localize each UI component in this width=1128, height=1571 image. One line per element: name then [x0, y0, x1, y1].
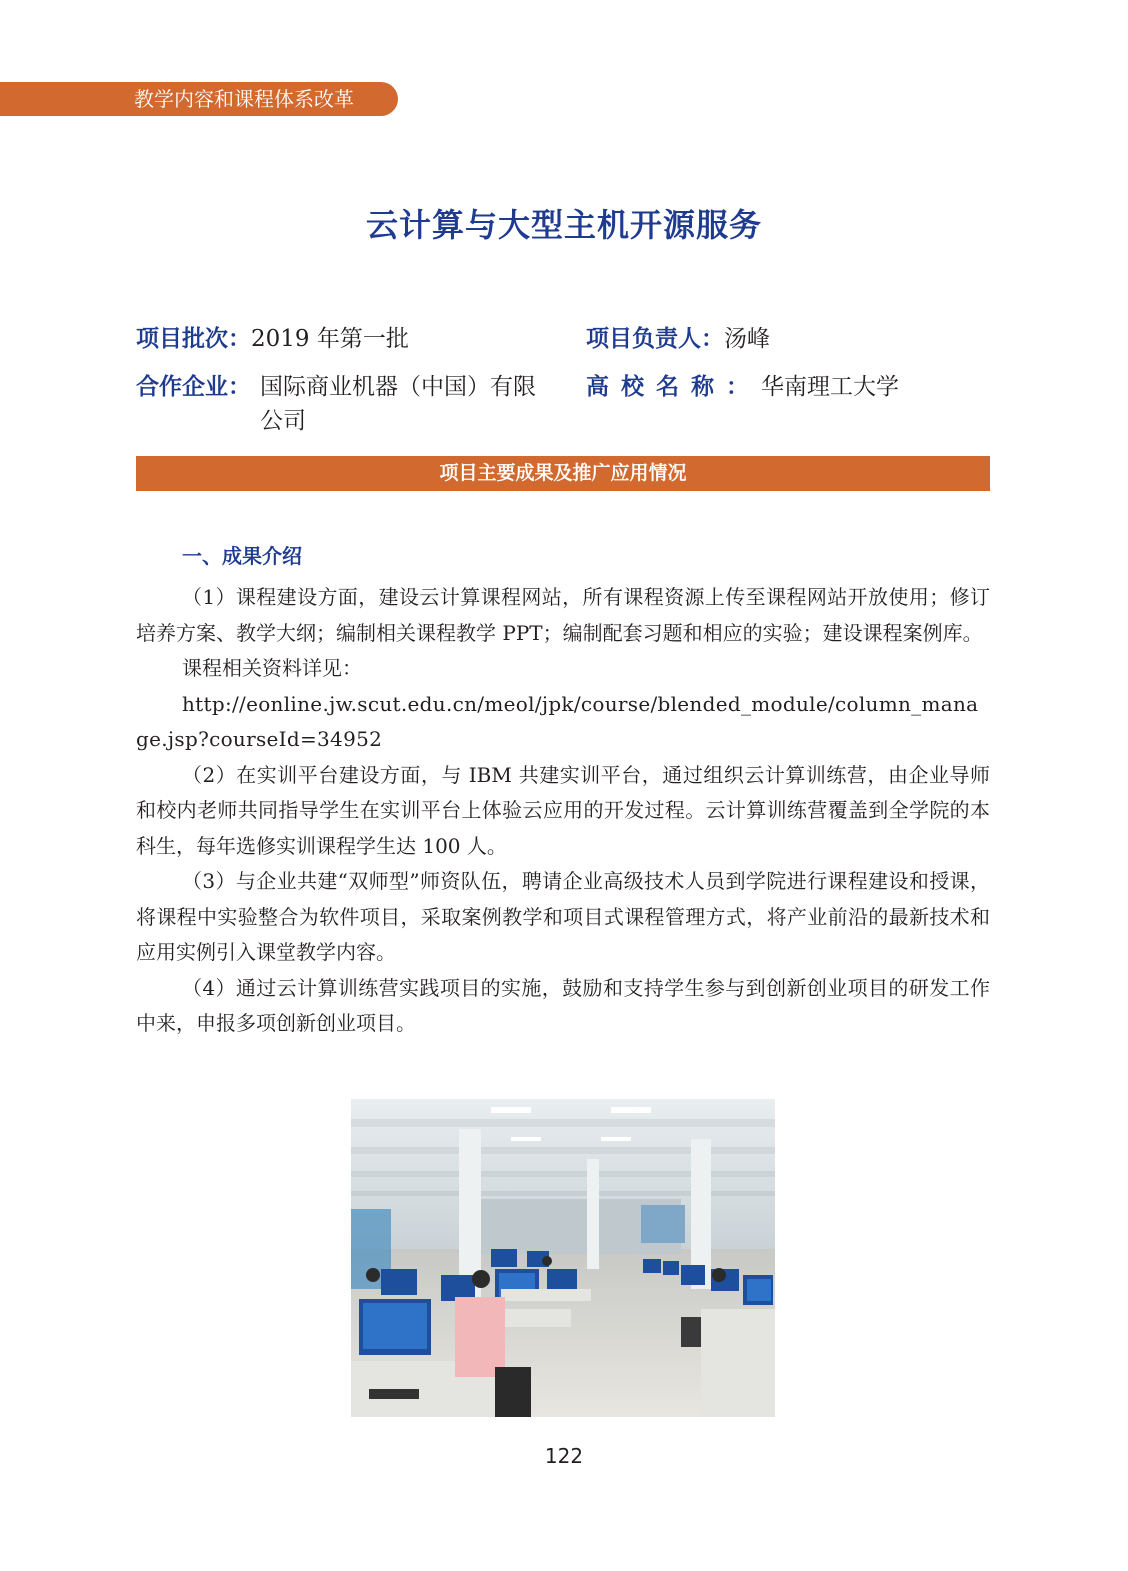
section-tab: 教学内容和课程体系改革 [0, 82, 398, 116]
computer-lab-illustration [351, 1099, 775, 1417]
info-school [586, 370, 899, 404]
page-number: 122 [544, 1444, 584, 1468]
batch-label: 项目批次： [136, 326, 251, 352]
section-bar: 项目主要成果及推广应用情况 [136, 456, 990, 491]
company-label: 合作企业： [136, 374, 251, 400]
paragraph-4: （2）在实训平台建设方面，与 IBM 共建实训平台，通过组织云计算训练营，由企业导师和校内老师共同指导学生在实训平台上体验云应用的开发过程。云计算训练营覆盖到全学院的本科生，每年选修实训课程学生达 100 人。 [136, 762, 990, 858]
course-url: http://eonline.jw.scut.edu.cn/meol/jpk/course/blended_module/column_manage.jsp?courseId=34952 [136, 691, 979, 751]
paragraph-2: 课程相关资料详见： [182, 656, 362, 680]
company-value-line1: 国际商业机器（中国）有限 [260, 374, 536, 400]
school-label: 高校名称： [586, 374, 761, 400]
subheading: 一、成果介绍 [182, 544, 302, 568]
info-leader [586, 322, 770, 356]
computer-lab-photo [351, 1099, 775, 1417]
page-title: 云计算与大型主机开源服务 [365, 206, 762, 244]
paragraph-5: （3）与企业共建“双师型”师资队伍，聘请企业高级技术人员到学院进行课程建设和授课，将课程中实验整合为软件项目，采取案例教学和项目式课程管理方式，将产业前沿的最新技术和应用实例引入课堂教学内容。 [136, 869, 990, 964]
school-value: 华南理工大学 [761, 374, 899, 400]
company-value [260, 370, 576, 438]
paragraph-6: （4）通过云计算训练营实践项目的实施，鼓励和支持学生参与到创新创业项目的研发工作中来，申报多项创新创业项目。 [136, 975, 990, 1035]
company-value-line2: 公司 [260, 408, 306, 434]
body-text [136, 580, 990, 1042]
batch-value: 2019 年第一批 [251, 326, 409, 352]
leader-label: 项目负责人： [586, 326, 724, 352]
paragraph-1: （1）课程建设方面，建设云计算课程网站，所有课程资源上传至课程网站开放使用；修订培养方案、教学大纲；编制相关课程教学 PPT；编制配套习题和相应的实验；建设课程案例库。 [136, 585, 990, 645]
leader-value: 汤峰 [724, 326, 770, 352]
info-company [136, 370, 576, 434]
info-batch [136, 322, 409, 356]
